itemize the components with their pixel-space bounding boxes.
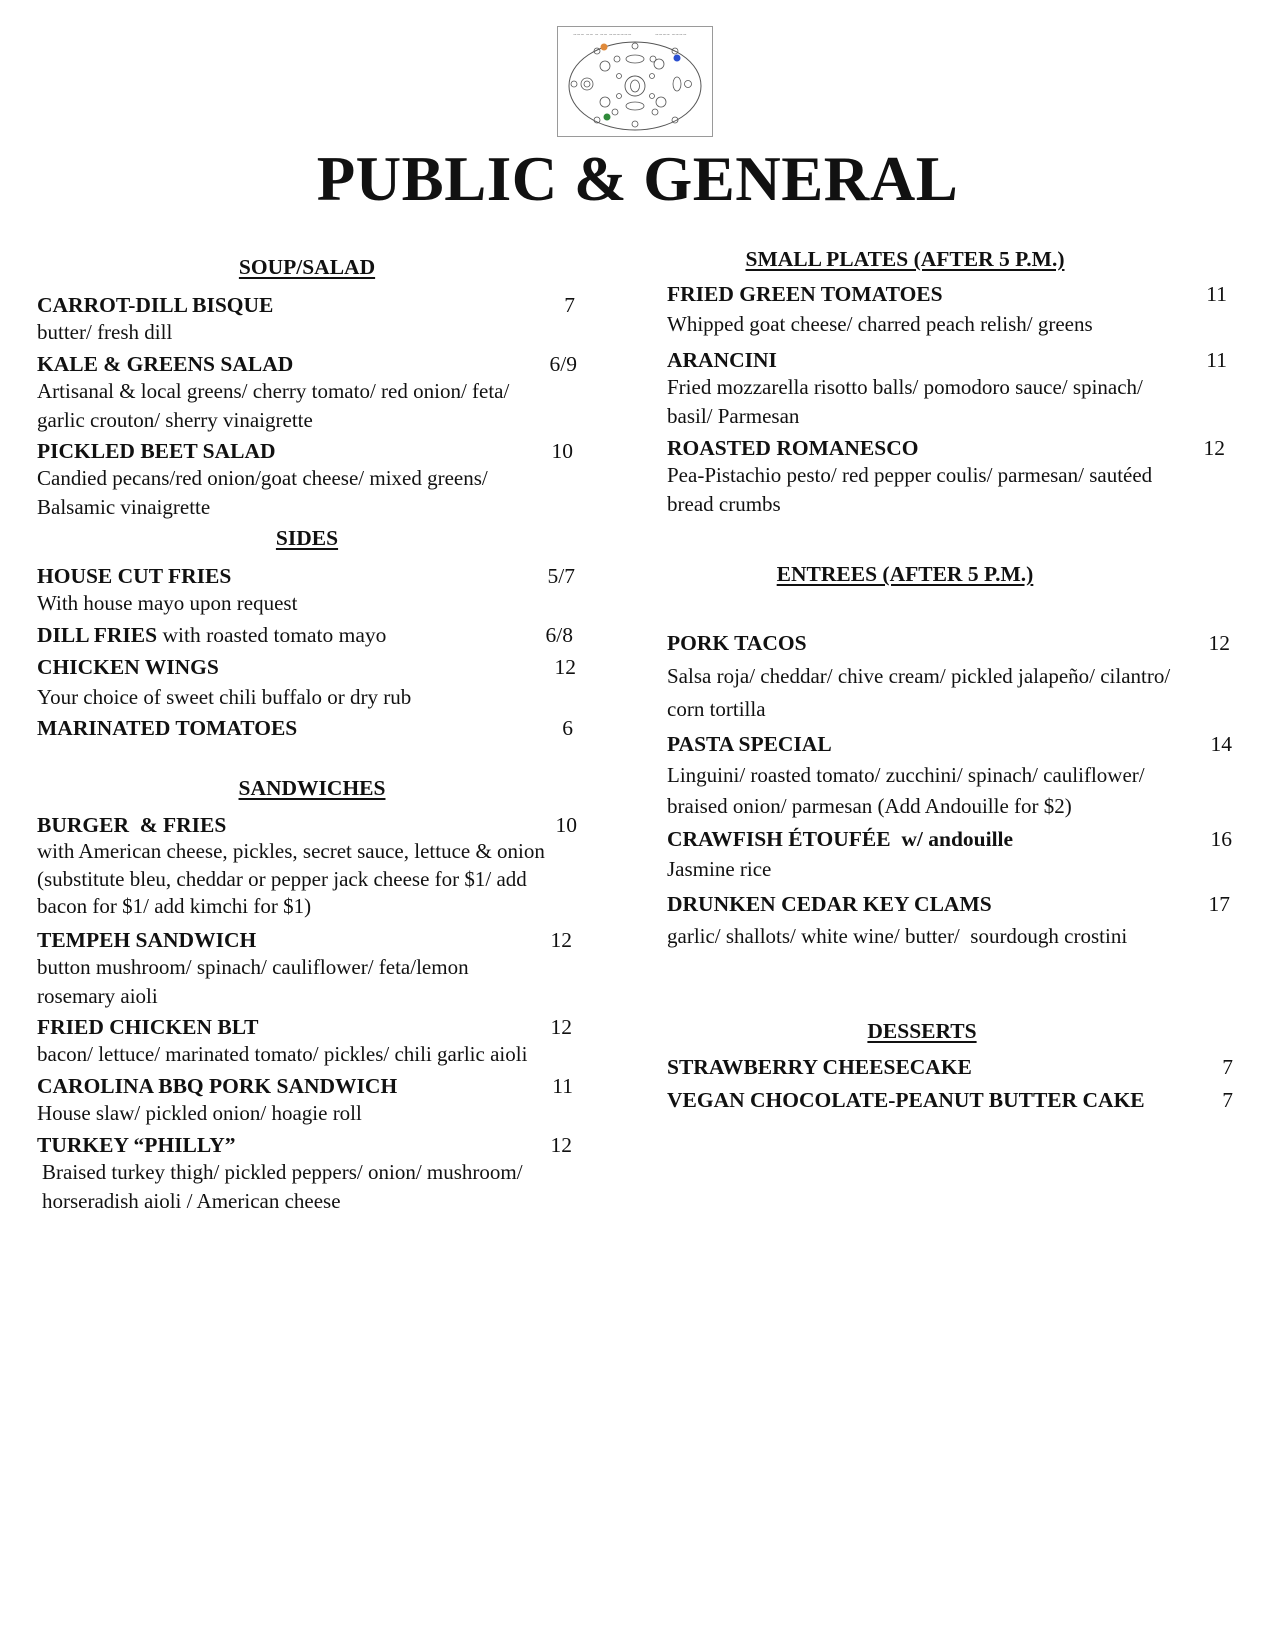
item-price: 12 — [550, 928, 572, 952]
item-price: 7 — [564, 293, 575, 317]
item-name: PICKLED BEET SALAD — [37, 439, 276, 463]
section-heading-soup-salad: SOUP/SALAD — [238, 255, 376, 279]
item-price: 12 — [550, 1133, 572, 1157]
item-description: Whipped goat cheese/ charred peach relish/ greens — [667, 312, 1093, 336]
item-price: 12 — [554, 655, 576, 679]
item-price: 6/9 — [549, 352, 577, 376]
orange-dot-icon — [601, 44, 608, 51]
item-description: Linguini/ roasted tomato/ zucchini/ spinach/ cauliflower/ braised onion/ parmesan (Add Andouille for $2) — [667, 763, 1145, 818]
item-name: BURGER & FRIES — [37, 813, 227, 837]
table-setting-logo-icon — [557, 26, 713, 137]
item-price: 16 — [1210, 827, 1232, 851]
item-name: ARANCINI — [667, 348, 777, 372]
item-name: CHICKEN WINGS — [37, 655, 219, 679]
item-name: FRIED CHICKEN BLT — [37, 1015, 259, 1039]
item-price: 6/8 — [545, 623, 573, 647]
item-name: TURKEY “PHILLY” — [37, 1133, 236, 1157]
item-name: STRAWBERRY CHEESECAKE — [667, 1055, 972, 1079]
item-price: 10 — [555, 813, 577, 837]
item-description: With house mayo upon request — [37, 591, 298, 615]
item-name: VEGAN CHOCOLATE-PEANUT BUTTER CAKE — [667, 1088, 1145, 1112]
item-name: CRAWFISH ÉTOUFÉE w/ andouille — [667, 827, 1014, 851]
item-price: 12 — [1208, 631, 1230, 655]
item-price: 17 — [1208, 892, 1230, 916]
item-description: Pea-Pistachio pesto/ red pepper coulis/ parmesan/ sautéed bread crumbs — [667, 463, 1153, 516]
item-name: CARROT-DILL BISQUE — [37, 293, 274, 317]
item-name: KALE & GREENS SALAD — [37, 352, 294, 376]
item-description: House slaw/ pickled onion/ hoagie roll — [37, 1101, 362, 1125]
item-price: 11 — [1206, 282, 1227, 306]
item-description: Salsa roja/ cheddar/ chive cream/ pickled jalapeño/ cilantro/ corn tortilla — [667, 664, 1171, 721]
section-heading-entrees: ENTREES (AFTER 5 P.M.) — [776, 562, 1034, 586]
item-description: Braised turkey thigh/ pickled peppers/ onion/ mushroom/ horseradish aioli / American cheese — [42, 1160, 523, 1213]
item-description: butter/ fresh dill — [37, 320, 173, 344]
item-price: 7 — [1222, 1088, 1233, 1112]
item-name: PORK TACOS — [667, 631, 807, 655]
svg-text:~~~~ ~~~~: ~~~~ ~~~~ — [655, 33, 687, 38]
item-name: DILL FRIES with roasted tomato mayo — [37, 623, 387, 647]
item-description: Candied pecans/red onion/goat cheese/ mixed greens/ Balsamic vinaigrette — [37, 466, 488, 519]
item-description: with American cheese, pickles, secret sauce, lettuce & onion (substitute bleu, cheddar or pepper jack cheese for $1/ add bacon for $1/ add kimchi for $1) — [37, 839, 545, 918]
item-description: garlic/ shallots/ white wine/ butter/ sourdough crostini — [667, 924, 1128, 948]
item-price: 7 — [1222, 1055, 1233, 1079]
green-dot-icon — [604, 114, 611, 121]
item-name: HOUSE CUT FRIES — [37, 564, 232, 588]
item-description: button mushroom/ spinach/ cauliflower/ feta/lemon rosemary aioli — [37, 955, 469, 1008]
section-heading-small-plates: SMALL PLATES (AFTER 5 P.M.) — [745, 247, 1065, 271]
item-price: 12 — [1203, 436, 1225, 460]
item-name: DRUNKEN CEDAR KEY CLAMS — [667, 892, 992, 916]
item-price: 11 — [552, 1074, 573, 1098]
item-name: TEMPEH SANDWICH — [37, 928, 257, 952]
item-name: ROASTED ROMANESCO — [667, 436, 919, 460]
section-heading-sandwiches: SANDWICHES — [238, 776, 386, 800]
svg-text:~~~ ~~ ~ ~~ ~~~~~~: ~~~ ~~ ~ ~~ ~~~~~~ — [573, 33, 632, 38]
item-description: Jasmine rice — [667, 857, 772, 881]
item-description: bacon/ lettuce/ marinated tomato/ pickles/ chili garlic aioli — [37, 1042, 528, 1066]
item-price: 11 — [1206, 348, 1227, 372]
item-price: 5/7 — [547, 564, 575, 588]
item-name-note: with roasted tomato mayo — [157, 623, 387, 647]
item-name: MARINATED TOMATOES — [37, 716, 298, 740]
item-price: 14 — [1210, 732, 1232, 756]
item-description: Your choice of sweet chili buffalo or dry rub — [37, 685, 412, 709]
item-name: CAROLINA BBQ PORK SANDWICH — [37, 1074, 398, 1098]
item-name: PASTA SPECIAL — [667, 732, 832, 756]
section-heading-desserts: DESSERTS — [867, 1019, 977, 1043]
item-description: Fried mozzarella risotto balls/ pomodoro sauce/ spinach/ basil/ Parmesan — [667, 375, 1143, 428]
blue-dot-icon — [674, 55, 681, 62]
item-price: 12 — [550, 1015, 572, 1039]
item-price: 10 — [551, 439, 573, 463]
item-name: FRIED GREEN TOMATOES — [667, 282, 943, 306]
item-price: 6 — [562, 716, 573, 740]
section-heading-sides: SIDES — [275, 526, 339, 550]
item-description: Artisanal & local greens/ cherry tomato/ red onion/ feta/ garlic crouton/ sherry vinaigrette — [37, 379, 510, 432]
restaurant-title: PUBLIC & GENERAL — [316, 144, 959, 214]
